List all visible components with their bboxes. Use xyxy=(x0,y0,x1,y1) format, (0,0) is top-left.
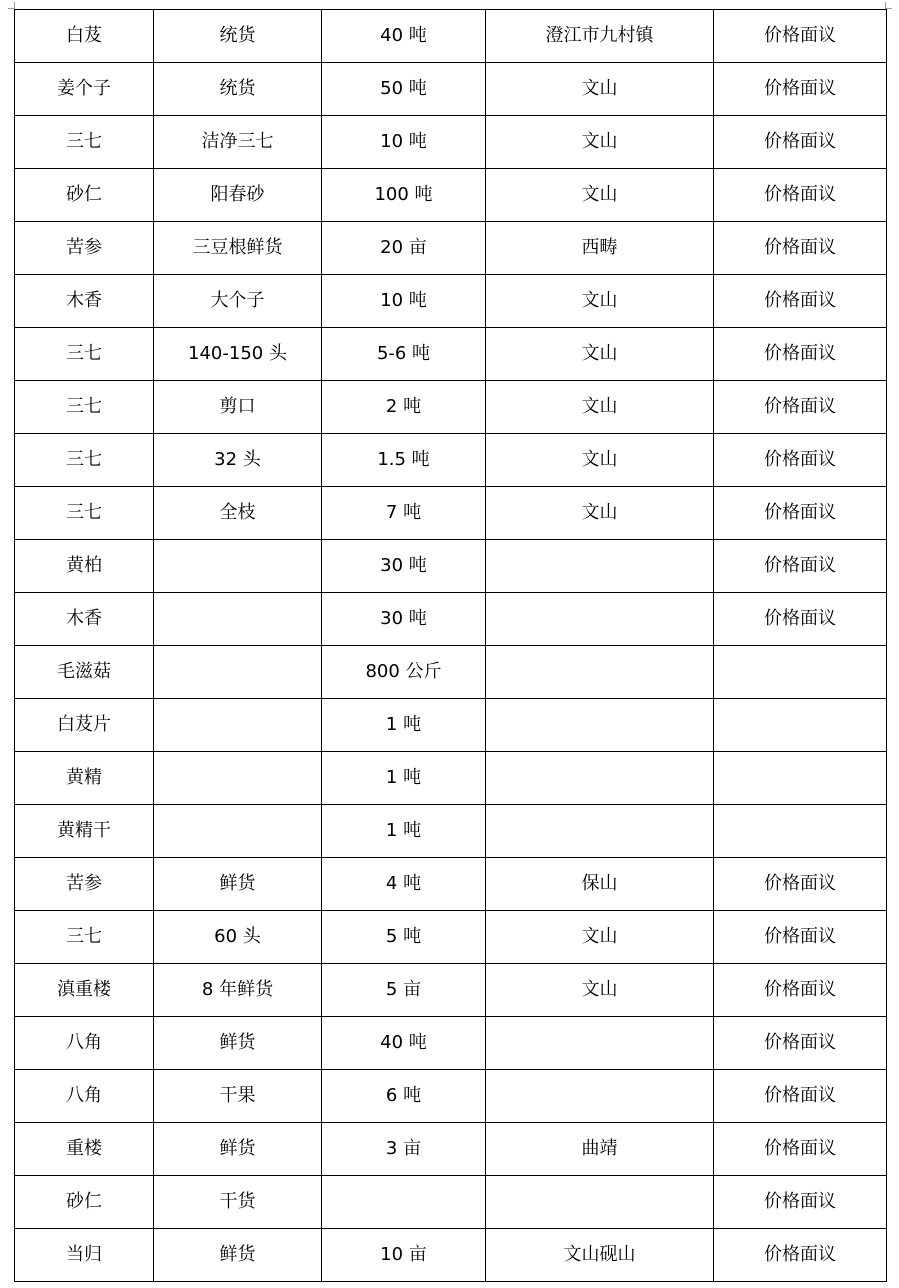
page-corner-mark-right xyxy=(885,2,892,9)
cell-price: 价格面议 xyxy=(714,222,887,275)
cell-price: 价格面议 xyxy=(714,540,887,593)
cell-herb-name: 木香 xyxy=(15,593,154,646)
cell-origin: 文山 xyxy=(486,63,714,116)
cell-quantity: 40 吨 xyxy=(322,1017,486,1070)
cell-specification xyxy=(154,646,322,699)
cell-quantity: 20 亩 xyxy=(322,222,486,275)
cell-quantity: 7 吨 xyxy=(322,487,486,540)
table-row xyxy=(15,858,887,911)
table-row xyxy=(15,116,887,169)
cell-herb-name: 重楼 xyxy=(15,1123,154,1176)
cell-price: 价格面议 xyxy=(714,1017,887,1070)
cell-price: 价格面议 xyxy=(714,1070,887,1123)
cell-specification: 8 年鲜货 xyxy=(154,964,322,1017)
cell-quantity: 5-6 吨 xyxy=(322,328,486,381)
cell-herb-name: 三七 xyxy=(15,381,154,434)
table-row xyxy=(15,593,887,646)
cell-specification: 大个子 xyxy=(154,275,322,328)
cell-quantity: 50 吨 xyxy=(322,63,486,116)
cell-origin xyxy=(486,646,714,699)
cell-origin: 文山砚山 xyxy=(486,1229,714,1282)
cell-price: 价格面议 xyxy=(714,593,887,646)
cell-origin: 文山 xyxy=(486,275,714,328)
cell-herb-name: 三七 xyxy=(15,487,154,540)
cell-price: 价格面议 xyxy=(714,964,887,1017)
cell-price: 价格面议 xyxy=(714,911,887,964)
cell-herb-name: 白芨 xyxy=(15,10,154,63)
cell-specification: 鲜货 xyxy=(154,1017,322,1070)
cell-quantity: 4 吨 xyxy=(322,858,486,911)
cell-origin: 文山 xyxy=(486,434,714,487)
cell-specification: 干果 xyxy=(154,1070,322,1123)
cell-herb-name: 当归 xyxy=(15,1229,154,1282)
cell-specification: 32 头 xyxy=(154,434,322,487)
table-row xyxy=(15,275,887,328)
cell-herb-name: 黄柏 xyxy=(15,540,154,593)
cell-quantity: 1 吨 xyxy=(322,752,486,805)
table-row xyxy=(15,1123,887,1176)
cell-herb-name: 三七 xyxy=(15,911,154,964)
table-row xyxy=(15,911,887,964)
table-row xyxy=(15,487,887,540)
cell-origin xyxy=(486,752,714,805)
cell-origin: 文山 xyxy=(486,116,714,169)
cell-herb-name: 黄精 xyxy=(15,752,154,805)
cell-price: 价格面议 xyxy=(714,169,887,222)
cell-herb-name: 苦参 xyxy=(15,222,154,275)
cell-specification: 三豆根鲜货 xyxy=(154,222,322,275)
cell-herb-name: 八角 xyxy=(15,1017,154,1070)
table-row xyxy=(15,1176,887,1229)
cell-price: 价格面议 xyxy=(714,381,887,434)
table-row xyxy=(15,1017,887,1070)
cell-specification xyxy=(154,805,322,858)
table-row xyxy=(15,646,887,699)
cell-herb-name: 黄精干 xyxy=(15,805,154,858)
cell-quantity: 6 吨 xyxy=(322,1070,486,1123)
cell-price: 价格面议 xyxy=(714,10,887,63)
cell-specification: 鲜货 xyxy=(154,858,322,911)
cell-specification: 阳春砂 xyxy=(154,169,322,222)
cell-origin: 曲靖 xyxy=(486,1123,714,1176)
table-row xyxy=(15,222,887,275)
cell-quantity: 10 吨 xyxy=(322,275,486,328)
cell-specification xyxy=(154,699,322,752)
page-corner-mark-left xyxy=(8,2,15,9)
cell-herb-name: 木香 xyxy=(15,275,154,328)
cell-origin xyxy=(486,1017,714,1070)
table-row xyxy=(15,10,887,63)
cell-quantity: 800 公斤 xyxy=(322,646,486,699)
cell-price: 价格面议 xyxy=(714,1229,887,1282)
cell-price: 价格面议 xyxy=(714,63,887,116)
cell-price: 价格面议 xyxy=(714,858,887,911)
cell-price xyxy=(714,646,887,699)
table-row xyxy=(15,964,887,1017)
table-row xyxy=(15,699,887,752)
cell-quantity: 1 吨 xyxy=(322,699,486,752)
cell-herb-name: 苦参 xyxy=(15,858,154,911)
cell-price: 价格面议 xyxy=(714,275,887,328)
cell-specification: 鲜货 xyxy=(154,1229,322,1282)
cell-specification xyxy=(154,540,322,593)
cell-herb-name: 三七 xyxy=(15,434,154,487)
cell-origin xyxy=(486,699,714,752)
cell-quantity: 10 亩 xyxy=(322,1229,486,1282)
cell-herb-name: 三七 xyxy=(15,116,154,169)
table-row xyxy=(15,805,887,858)
cell-specification xyxy=(154,752,322,805)
cell-quantity: 30 吨 xyxy=(322,540,486,593)
table-row xyxy=(15,169,887,222)
cell-origin: 文山 xyxy=(486,487,714,540)
cell-price: 价格面议 xyxy=(714,328,887,381)
cell-price: 价格面议 xyxy=(714,1176,887,1229)
cell-specification xyxy=(154,593,322,646)
cell-herb-name: 砂仁 xyxy=(15,169,154,222)
cell-specification: 干货 xyxy=(154,1176,322,1229)
table-body xyxy=(15,10,887,1282)
cell-origin xyxy=(486,593,714,646)
table-row xyxy=(15,381,887,434)
cell-herb-name: 三七 xyxy=(15,328,154,381)
cell-price xyxy=(714,699,887,752)
cell-specification: 统货 xyxy=(154,63,322,116)
cell-price xyxy=(714,752,887,805)
cell-quantity: 1.5 吨 xyxy=(322,434,486,487)
cell-specification: 140-150 头 xyxy=(154,328,322,381)
cell-specification: 鲜货 xyxy=(154,1123,322,1176)
cell-herb-name: 姜个子 xyxy=(15,63,154,116)
cell-specification: 60 头 xyxy=(154,911,322,964)
table-row xyxy=(15,752,887,805)
cell-origin xyxy=(486,1070,714,1123)
cell-quantity: 100 吨 xyxy=(322,169,486,222)
table-row xyxy=(15,1229,887,1282)
cell-origin: 西畴 xyxy=(486,222,714,275)
cell-origin: 文山 xyxy=(486,911,714,964)
cell-herb-name: 白芨片 xyxy=(15,699,154,752)
table-row xyxy=(15,540,887,593)
cell-herb-name: 八角 xyxy=(15,1070,154,1123)
cell-quantity: 5 吨 xyxy=(322,911,486,964)
cell-specification: 剪口 xyxy=(154,381,322,434)
cell-quantity: 40 吨 xyxy=(322,10,486,63)
cell-price: 价格面议 xyxy=(714,1123,887,1176)
cell-quantity: 10 吨 xyxy=(322,116,486,169)
cell-quantity: 5 亩 xyxy=(322,964,486,1017)
cell-origin: 文山 xyxy=(486,381,714,434)
cell-quantity: 30 吨 xyxy=(322,593,486,646)
cell-specification: 洁净三七 xyxy=(154,116,322,169)
table-row xyxy=(15,1070,887,1123)
cell-origin: 文山 xyxy=(486,964,714,1017)
cell-origin: 保山 xyxy=(486,858,714,911)
cell-quantity: 1 吨 xyxy=(322,805,486,858)
cell-herb-name: 毛滋菇 xyxy=(15,646,154,699)
table-row xyxy=(15,328,887,381)
cell-origin: 文山 xyxy=(486,328,714,381)
cell-herb-name: 滇重楼 xyxy=(15,964,154,1017)
cell-price xyxy=(714,805,887,858)
cell-origin: 澄江市九村镇 xyxy=(486,10,714,63)
cell-price: 价格面议 xyxy=(714,434,887,487)
cell-origin xyxy=(486,805,714,858)
cell-price: 价格面议 xyxy=(714,116,887,169)
cell-quantity xyxy=(322,1176,486,1229)
cell-specification: 统货 xyxy=(154,10,322,63)
table-row xyxy=(15,434,887,487)
cell-origin: 文山 xyxy=(486,169,714,222)
cell-quantity: 3 亩 xyxy=(322,1123,486,1176)
cell-origin xyxy=(486,1176,714,1229)
herb-supply-table xyxy=(14,9,887,1282)
cell-origin xyxy=(486,540,714,593)
table-row xyxy=(15,63,887,116)
cell-price: 价格面议 xyxy=(714,487,887,540)
cell-specification: 全枝 xyxy=(154,487,322,540)
cell-herb-name: 砂仁 xyxy=(15,1176,154,1229)
cell-quantity: 2 吨 xyxy=(322,381,486,434)
